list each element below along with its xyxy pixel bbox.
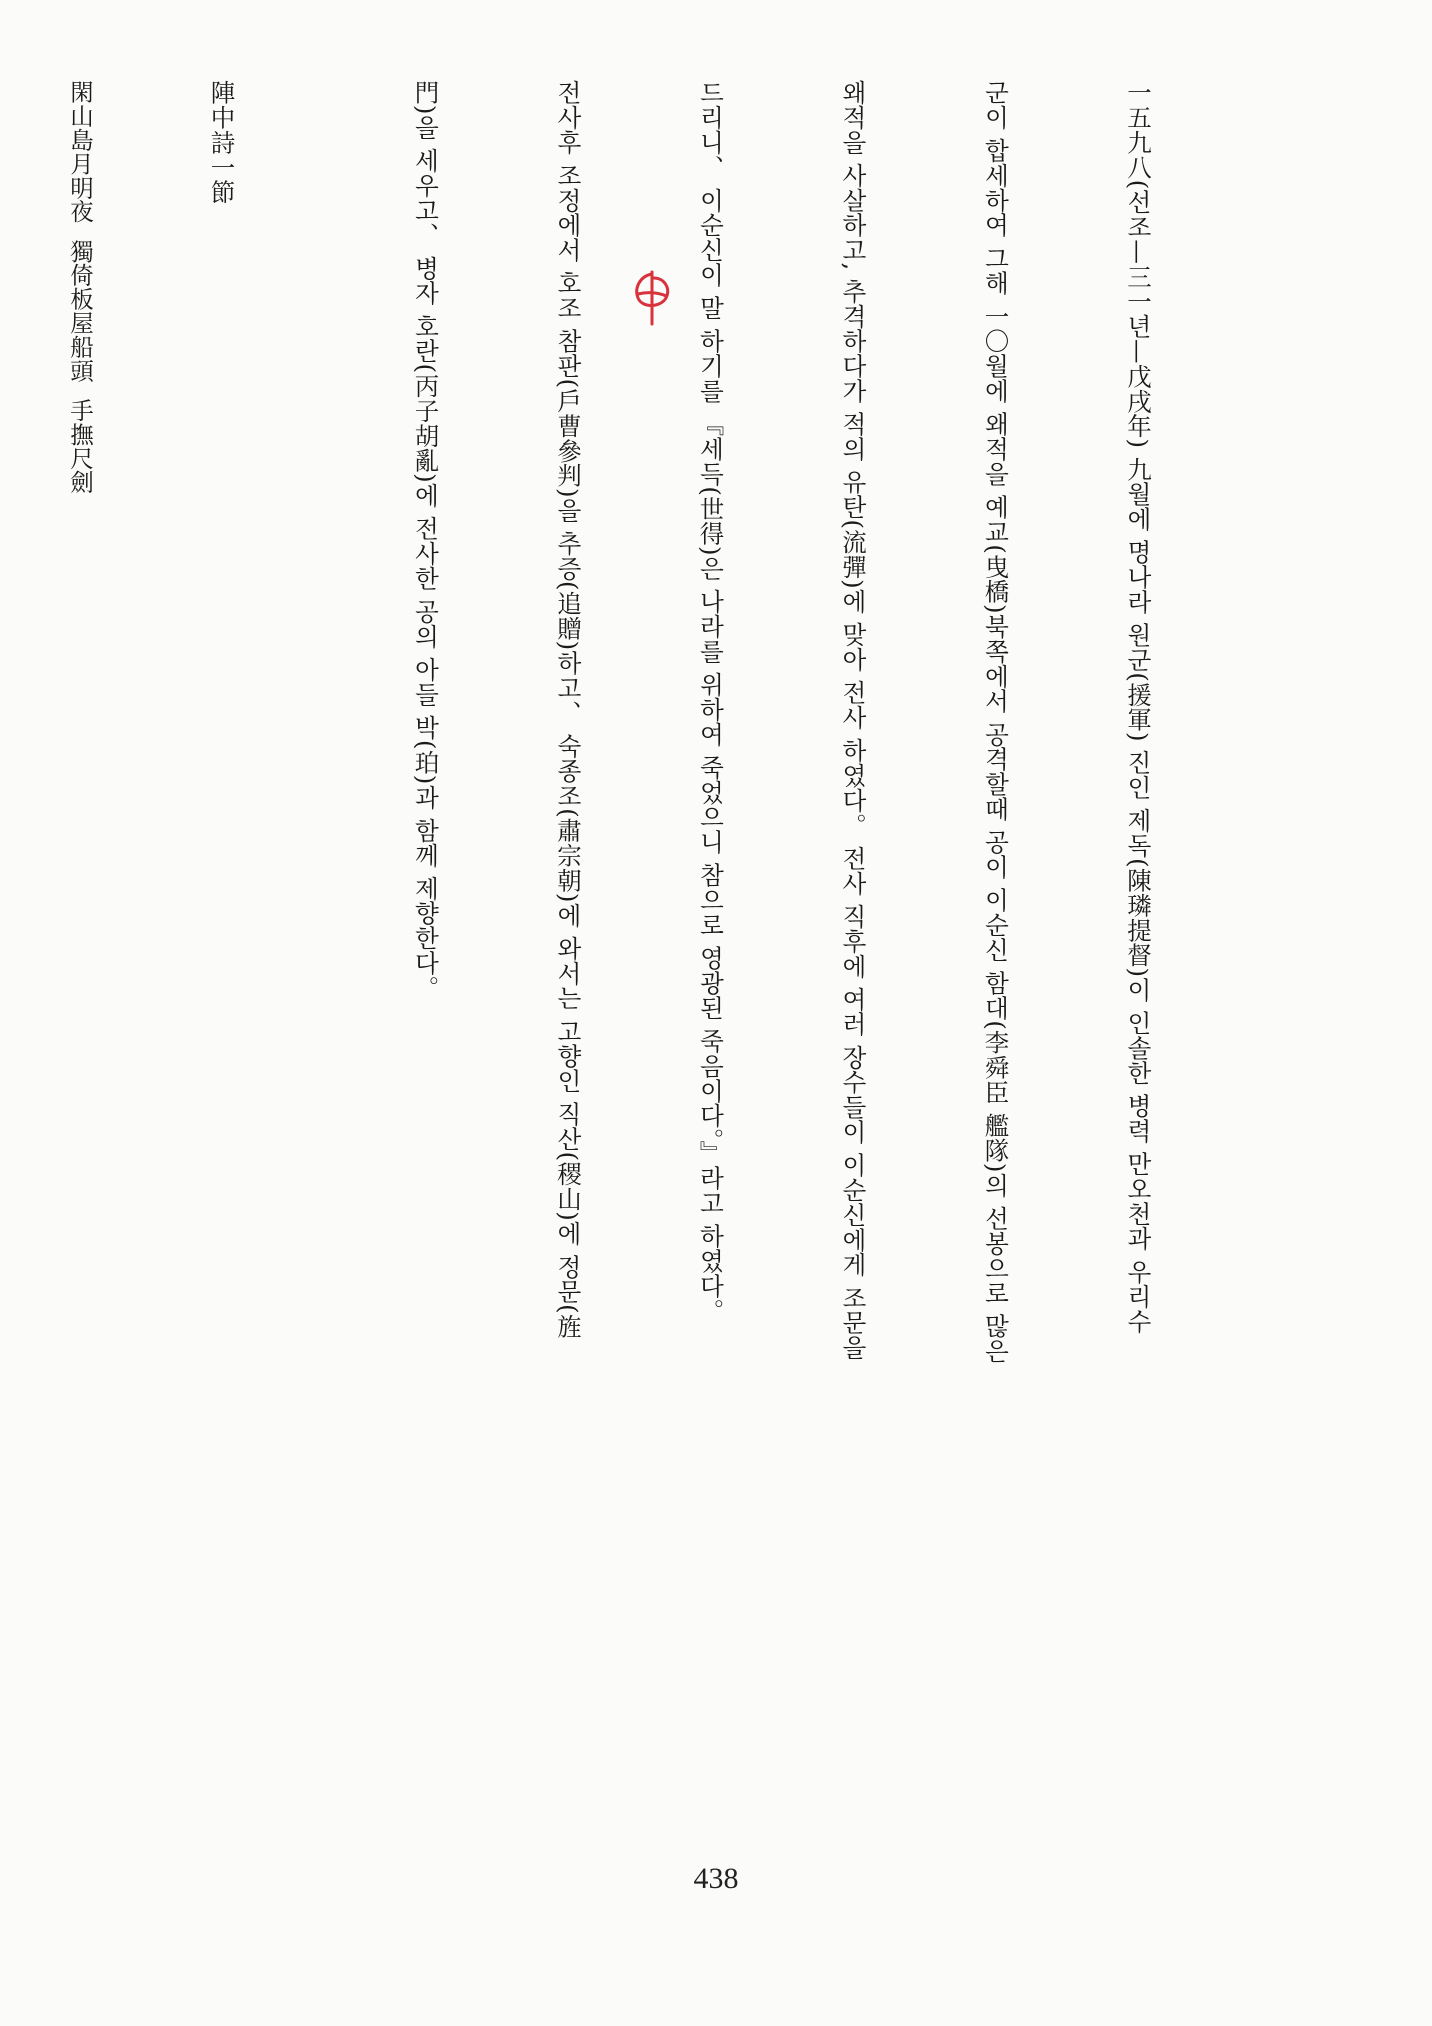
text-column: 一五九八(선조—三一년—戊戌年) 九월에 명나라 원군(援軍) 진인 제독(陳璘提督)이 인솔한 병력 만오천과 우리수: [1124, 80, 1153, 1334]
text-column: 전사후 조정에서 호조 참판(戶曹參判)을 추증(追贈)하고、 숙종조(肅宗朝)에 와서는 고향인 직산(稷山)에 정문(旌: [554, 80, 583, 1339]
poem-heading: 陣中詩一節: [207, 80, 237, 205]
red-pen-mark-icon: [628, 268, 676, 328]
vertical-text-body: [0, 80, 1257, 1810]
text-column: 드리니、 이순신이 말 하기를 『세득(世得)은 나라를 위하여 죽었으니 참으로 영광된 죽음이다。』라고 하였다。: [696, 80, 726, 1324]
text-column: 왜적을 사살하고, 추격하다가 적의 유탄(流彈)에 맞아 전사 하였다。 전사 직후에 여러 장수들이 이순신에게 조문을: [839, 80, 868, 1360]
text-column: 門)을 세우고、 병자 호란(丙子胡亂)에 전사한 공의 아들 박(珀)과 함께 제향한다。: [411, 80, 441, 1001]
page-number: 438: [693, 1862, 739, 1895]
poem-line: 閑山島月明夜 獨倚板屋船頭 手撫尺劍: [66, 80, 94, 494]
text-column: 군이 합세하여 그해 一〇월에 왜적을 예교(曳橋)북쪽에서 공격할때 공이 이순신 함대(李舜臣 艦隊)의 선봉으로 많은: [981, 80, 1011, 1364]
